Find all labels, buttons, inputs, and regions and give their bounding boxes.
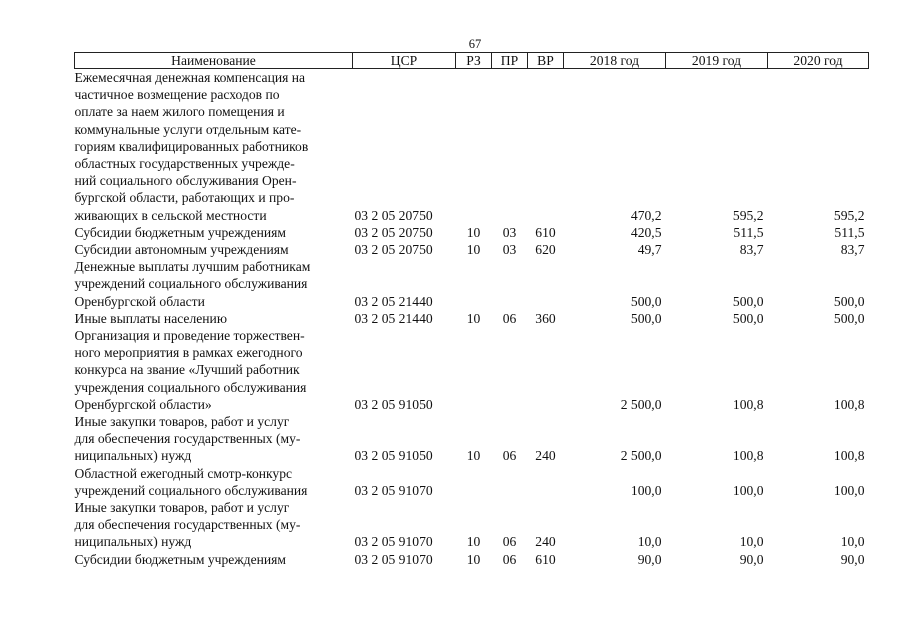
cell-2020: 100,0 xyxy=(833,482,865,498)
table-row xyxy=(75,69,869,224)
cell-name xyxy=(75,551,353,568)
header-vr: ВР xyxy=(528,53,564,69)
name-line: ниципальных) нужд xyxy=(74,534,192,550)
name-line: частичное возмещение расходов по xyxy=(74,87,280,103)
table-row xyxy=(75,465,869,499)
cell-csr: 03 2 05 20750 xyxy=(354,224,433,240)
cell-vr xyxy=(528,327,564,413)
cell-2020: 511,5 xyxy=(834,224,865,240)
name-line: бургской области, работающих и про- xyxy=(74,190,295,206)
budget-table xyxy=(74,52,869,568)
cell-rz xyxy=(456,327,492,413)
cell-name xyxy=(75,310,353,327)
cell-csr: 03 2 05 20750 xyxy=(354,207,433,223)
name-line: ниципальных) нужд xyxy=(74,448,192,464)
cell-vr: 610 xyxy=(535,224,556,240)
cell-2019: 100,8 xyxy=(732,396,764,412)
name-line: для обеспечения государственных (му- xyxy=(74,431,301,447)
cell-2018: 90,0 xyxy=(637,551,662,567)
cell-name xyxy=(75,413,353,465)
header-2020: 2020 год xyxy=(768,53,869,69)
name-line: Иные выплаты населению xyxy=(74,310,227,326)
name-line: Иные закупки товаров, работ и услуг xyxy=(74,500,290,516)
cell-2018: 470,2 xyxy=(630,207,662,223)
name-line: Ежемесячная денежная компенсация на xyxy=(74,70,306,85)
name-line: гориям квалифицированных работников xyxy=(74,138,309,154)
name-line: ного мероприятия в рамках ежегодного xyxy=(74,345,303,361)
table-row xyxy=(75,258,869,310)
cell-name xyxy=(75,499,353,551)
cell-pr: 06 xyxy=(502,551,517,567)
cell-pr xyxy=(492,465,528,499)
cell-2018: 49,7 xyxy=(637,242,662,258)
cell-pr: 03 xyxy=(502,242,517,258)
cell-csr: 03 2 05 20750 xyxy=(354,242,433,258)
cell-pr: 06 xyxy=(502,310,517,326)
name-line: учреждения социального обслуживания xyxy=(74,379,307,395)
name-line: для обеспечения государственных (му- xyxy=(74,517,301,533)
header-2019: 2019 год xyxy=(666,53,768,69)
cell-csr: 03 2 05 21440 xyxy=(354,310,433,326)
cell-2020: 100,8 xyxy=(833,448,865,464)
cell-vr: 610 xyxy=(535,551,556,567)
cell-name xyxy=(75,258,353,310)
table-row xyxy=(75,551,869,568)
table-row xyxy=(75,310,869,327)
cell-rz: 10 xyxy=(466,551,481,567)
table-row xyxy=(75,413,869,465)
cell-vr xyxy=(528,258,564,310)
cell-pr xyxy=(492,69,528,224)
name-line: Субсидии автономным учреждениям xyxy=(74,242,289,258)
cell-csr: 03 2 05 91070 xyxy=(354,534,433,550)
cell-2020: 595,2 xyxy=(833,207,865,223)
name-line: Оренбургской области xyxy=(74,293,205,309)
cell-vr: 620 xyxy=(535,242,556,258)
table-header-row xyxy=(75,53,869,69)
cell-rz xyxy=(456,69,492,224)
header-rz: РЗ xyxy=(456,53,492,69)
cell-pr xyxy=(492,327,528,413)
table-row xyxy=(75,241,869,258)
name-line: коммунальные услуги отдельным кате- xyxy=(74,121,302,137)
cell-2020: 90,0 xyxy=(840,551,865,567)
name-line: оплате за наем жилого помещения и xyxy=(74,104,285,120)
cell-2018: 420,5 xyxy=(630,224,662,240)
cell-2019: 10,0 xyxy=(739,534,764,550)
name-line: Иные закупки товаров, работ и услуг xyxy=(74,414,290,430)
name-line: Субсидии бюджетным учреждениям xyxy=(74,551,287,567)
cell-pr xyxy=(492,258,528,310)
name-line: учреждений социального обслуживания xyxy=(74,276,308,292)
cell-2019: 500,0 xyxy=(732,310,764,326)
name-line: Областной ежегодный смотр-конкурс xyxy=(74,465,293,481)
cell-2020: 83,7 xyxy=(840,242,865,258)
cell-rz: 10 xyxy=(466,224,481,240)
table-row xyxy=(75,327,869,413)
cell-rz: 10 xyxy=(466,448,481,464)
cell-csr: 03 2 05 91070 xyxy=(354,551,433,567)
cell-name xyxy=(75,224,353,241)
name-line: живающих в сельской местности xyxy=(74,207,267,223)
cell-vr xyxy=(528,465,564,499)
cell-2018: 100,0 xyxy=(630,482,662,498)
cell-2019: 595,2 xyxy=(732,207,764,223)
cell-2019: 500,0 xyxy=(732,293,764,309)
cell-pr: 06 xyxy=(502,448,517,464)
cell-name xyxy=(75,465,353,499)
cell-2020: 10,0 xyxy=(840,534,865,550)
table-body xyxy=(75,69,869,568)
table-row xyxy=(75,224,869,241)
header-name: Наименование xyxy=(75,53,353,69)
cell-2020: 500,0 xyxy=(833,310,865,326)
cell-2019: 511,5 xyxy=(733,224,764,240)
cell-rz xyxy=(456,258,492,310)
cell-csr: 03 2 05 91050 xyxy=(354,448,433,464)
cell-vr xyxy=(528,69,564,224)
cell-2018: 2 500,0 xyxy=(620,396,662,412)
cell-name xyxy=(75,241,353,258)
name-line: Денежные выплаты лучшим работникам xyxy=(74,259,311,275)
cell-rz: 10 xyxy=(466,310,481,326)
name-line: учреждений социального обслуживания xyxy=(74,482,308,498)
header-pr: ПР xyxy=(492,53,528,69)
header-csr: ЦСР xyxy=(353,53,456,69)
cell-csr: 03 2 05 91070 xyxy=(354,482,433,498)
cell-vr: 240 xyxy=(535,534,556,550)
cell-name xyxy=(75,327,353,413)
cell-2019: 100,0 xyxy=(732,482,764,498)
cell-rz xyxy=(456,465,492,499)
cell-2018: 500,0 xyxy=(630,293,662,309)
cell-vr: 360 xyxy=(535,310,556,326)
name-line: Оренбургской области» xyxy=(74,396,212,412)
name-line: конкурса на звание «Лучший работник xyxy=(74,362,300,378)
name-line: Организация и проведение торжествен- xyxy=(74,328,305,344)
cell-csr: 03 2 05 21440 xyxy=(354,293,433,309)
cell-csr: 03 2 05 91050 xyxy=(354,396,433,412)
name-line: областных государственных учрежде- xyxy=(74,156,295,172)
name-line: ний социального обслуживания Орен- xyxy=(74,173,297,189)
cell-2018: 2 500,0 xyxy=(620,448,662,464)
cell-vr: 240 xyxy=(535,448,556,464)
cell-2019: 83,7 xyxy=(739,242,764,258)
cell-pr: 03 xyxy=(502,224,517,240)
cell-2019: 90,0 xyxy=(739,551,764,567)
cell-2018: 10,0 xyxy=(637,534,662,550)
cell-name xyxy=(75,69,353,224)
cell-rz: 10 xyxy=(466,242,481,258)
cell-rz: 10 xyxy=(466,534,481,550)
cell-2020: 500,0 xyxy=(833,293,865,309)
cell-2019: 100,8 xyxy=(732,448,764,464)
cell-2018: 500,0 xyxy=(630,310,662,326)
cell-pr: 06 xyxy=(502,534,517,550)
cell-2020: 100,8 xyxy=(833,396,865,412)
page-number: 67 xyxy=(468,37,482,51)
table-row xyxy=(75,499,869,551)
name-line: Субсидии бюджетным учреждениям xyxy=(74,224,287,240)
header-2018: 2018 год xyxy=(564,53,666,69)
